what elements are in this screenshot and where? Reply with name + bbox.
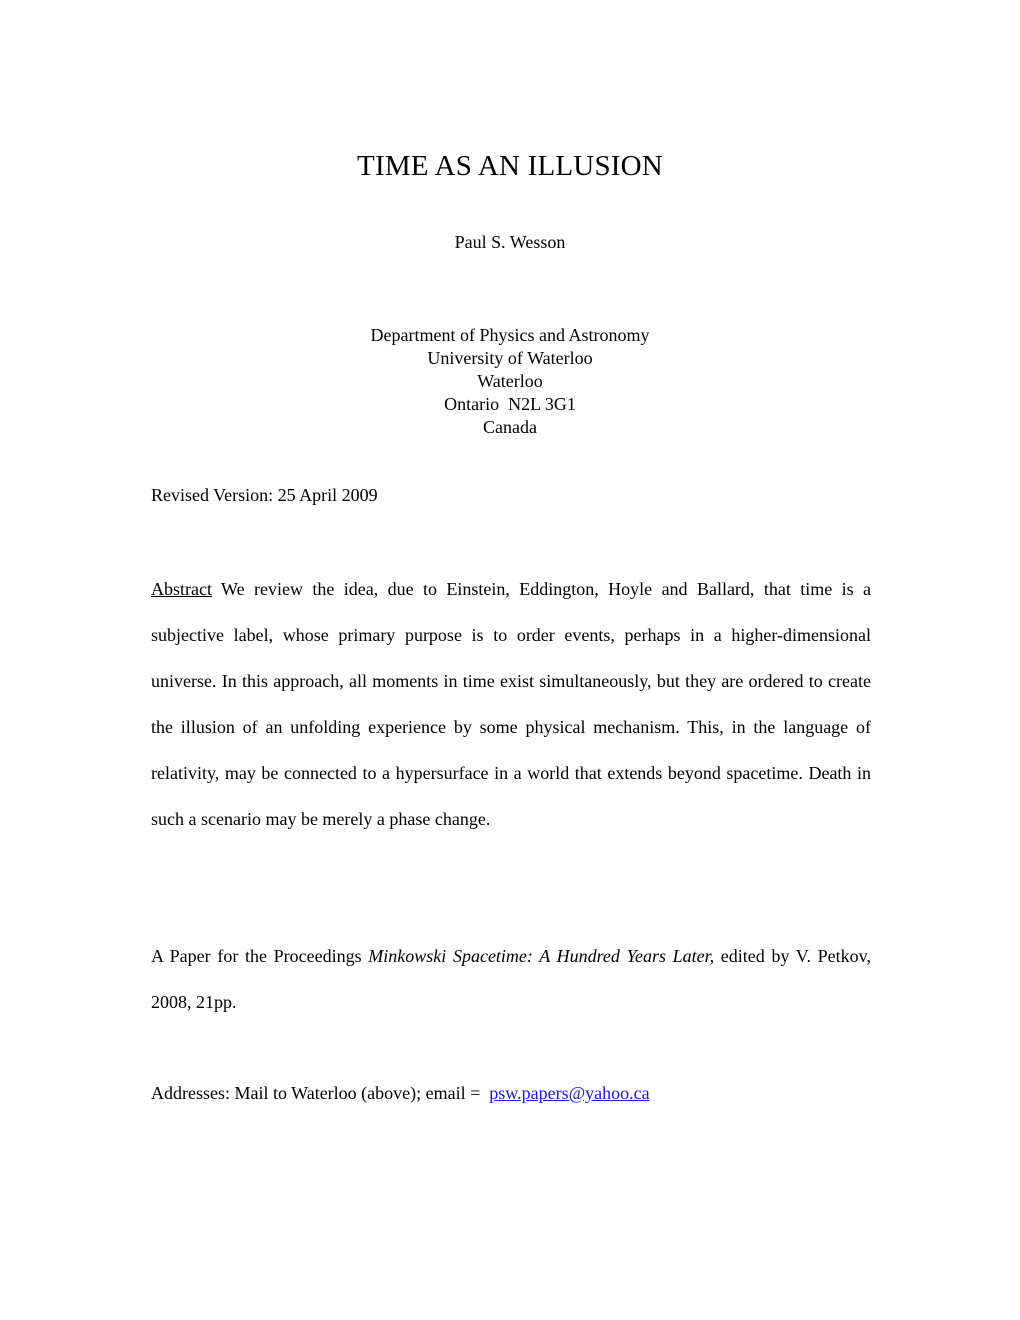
proceedings-suffix: edited by V. Petkov, 2008, 21pp. (151, 946, 871, 1012)
abstract-heading: Abstract (151, 579, 212, 599)
proceedings-prefix: A Paper for the Proceedings (151, 946, 369, 966)
proceedings-title: Minkowski Spacetime: A Hundred Years Later, (368, 946, 715, 966)
affiliation-block (0, 324, 1020, 439)
affiliation-province-postal: Ontario N2L 3G1 (444, 394, 576, 414)
addresses-text: Addresses: Mail to Waterloo (above); email = (151, 1083, 490, 1103)
affiliation-department: Department of Physics and Astronomy (370, 325, 650, 345)
author-name: Paul S. Wesson (454, 232, 566, 252)
email-link[interactable]: psw.papers@yahoo.ca (489, 1083, 650, 1103)
paper-title: TIME AS AN ILLUSION (357, 150, 663, 182)
abstract-text: We review the idea, due to Einstein, Eddington, Hoyle and Ballard, that time is a subjective label, whose primary purpose is to order events, perhaps in a higher-dimensional universe. In this approach, all moments in time exist simultaneously, but they are ordered to create the illusion of an unfolding experience by some physical mechanism. This, in the language of relativity, may be connected to a hypersurface in a world that extends beyond spacetime. Death in such a scenario may be merely a phase change. (151, 579, 871, 829)
abstract-paragraph (151, 566, 871, 842)
revised-version: Revised Version: 25 April 2009 (151, 485, 378, 505)
affiliation-city: Waterloo (477, 371, 543, 391)
affiliation-university: University of Waterloo (427, 348, 593, 368)
addresses-line (151, 1083, 871, 1104)
proceedings-paragraph (151, 933, 871, 1025)
affiliation-country: Canada (483, 417, 537, 437)
